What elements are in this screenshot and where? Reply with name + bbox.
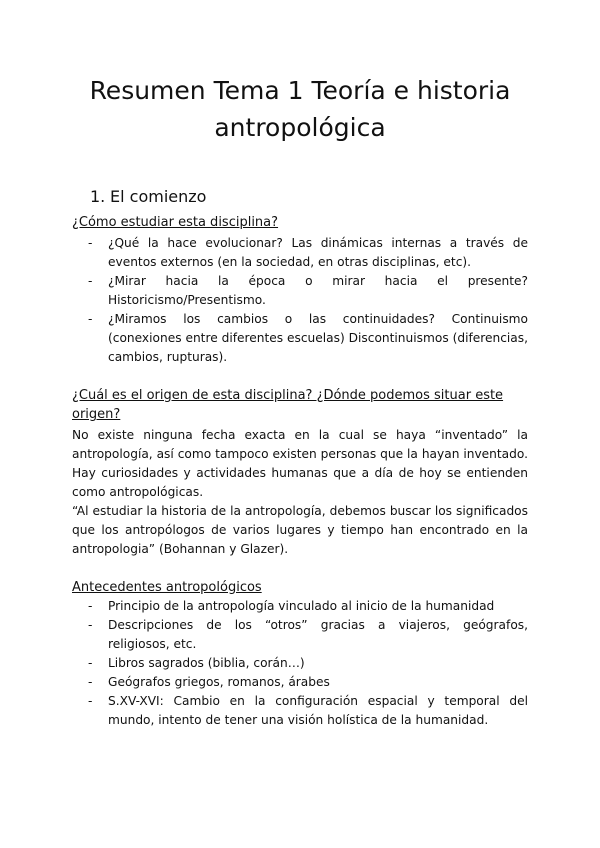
paragraph-quote: “Al estudiar la historia de la antropología, debemos buscar los significados que los antropólogos de varios lugares y tiempo han encontrado en la antropologia” (Bohannan y Glazer). (72, 504, 528, 556)
list-item-text: Principio de la antropología vinculado al inicio de la humanidad (108, 599, 495, 613)
list-item-text: S.XV-XVI: Cambio en la configuración espacial y temporal del mundo, intento de tener una visión holística de la humanidad. (108, 694, 528, 727)
bullet-dash: - (88, 599, 93, 613)
list-item-text: ¿Mirar hacia la época o mirar hacia el presente? Historicismo/Presentismo. (108, 274, 528, 307)
bullet-dash: - (88, 236, 93, 250)
list-item (88, 310, 528, 367)
list-item (88, 654, 528, 673)
bullet-dash: - (88, 675, 93, 689)
list-item (88, 673, 528, 692)
bullet-dash: - (88, 694, 93, 708)
document-title: Resumen Tema 1 Teoría e historia antropológica (89, 76, 511, 142)
list-item (88, 616, 528, 654)
bullet-dash: - (88, 656, 93, 670)
antecedentes-heading: Antecedentes antropológicos (72, 580, 262, 595)
list-item-text: Geógrafos griegos, romanos, árabes (108, 675, 330, 689)
list-item-text: Descripciones de los “otros” gracias a viajeros, geógrafos, religiosos, etc. (108, 618, 528, 651)
bullet-dash: - (88, 312, 93, 326)
bullet-dash: - (88, 618, 93, 632)
question-heading-2: ¿Cuál es el origen de esta disciplina? ¿Dónde podemos situar este origen? (72, 388, 504, 422)
list-item (88, 272, 528, 310)
list-item (88, 597, 528, 616)
list-item-text: ¿Miramos los cambios o las continuidades? Continuismo (conexiones entre diferentes escuelas) Discontinuismos (diferencias, cambios, rupturas). (108, 312, 528, 364)
list-item (88, 234, 528, 272)
question-heading-1: ¿Cómo estudiar esta disciplina? (72, 215, 279, 230)
section-heading (90, 186, 206, 208)
antecedentes-bullet-list (88, 597, 528, 730)
section-title: El comienzo (110, 187, 207, 206)
question1-bullet-list (88, 234, 528, 367)
list-item-text: ¿Qué la hace evolucionar? Las dinámicas internas a través de eventos externos (en la sociedad, en otras disciplinas, etc). (108, 236, 528, 269)
list-item-text: Libros sagrados (biblia, corán…) (108, 656, 305, 670)
list-item (88, 692, 528, 730)
section-number: 1. (90, 187, 106, 206)
bullet-dash: - (88, 274, 93, 288)
paragraph-origin: No existe ninguna fecha exacta en la cual se haya “inventado” la antropología, así como tampoco existen personas que la hayan inventado. Hay curiosidades y actividades humanas que a día de hoy se entienden como antropológicas. (72, 428, 528, 499)
